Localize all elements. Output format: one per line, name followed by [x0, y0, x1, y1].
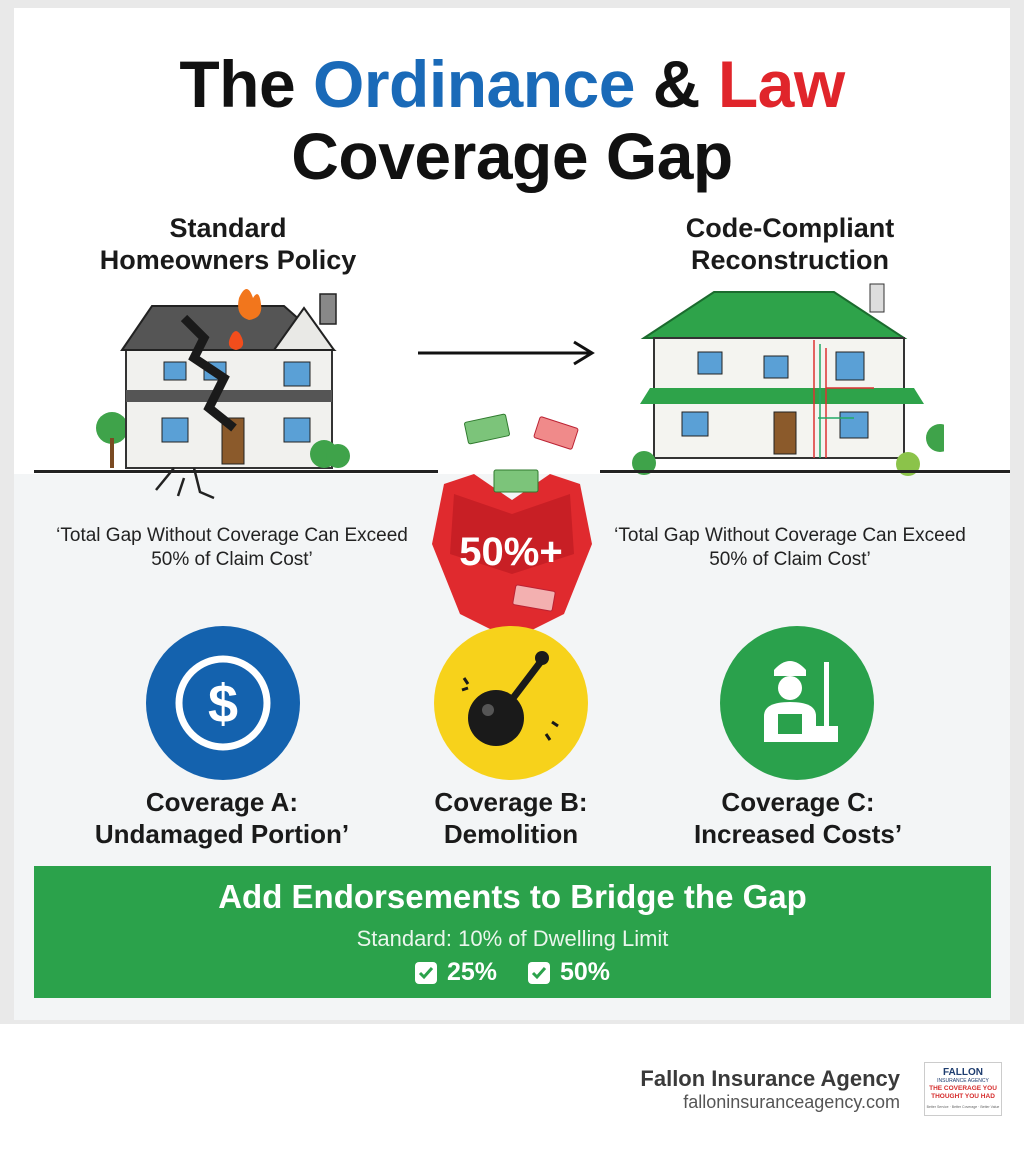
- standard-policy-heading: Standard Homeowners Policy: [99, 213, 357, 275]
- logo-tagline: THE COVERAGE YOU THOUGHT YOU HAD: [929, 1085, 997, 1100]
- title-line2: Coverage Gap: [291, 119, 733, 193]
- option-label: 25%: [446, 958, 498, 986]
- logo-fineprint: Better Service · Better Coverage · Better Value: [926, 1105, 1000, 1109]
- banner-title: Add Endorsements to Bridge the Gap: [218, 878, 807, 915]
- agency-logo: [924, 1062, 1002, 1116]
- title-word-the: The: [179, 47, 296, 121]
- svg-text:$: $: [207, 674, 239, 734]
- gap-quote-left: ‘Total Gap Without Coverage Can Exceed 50% of Claim Cost’: [56, 525, 408, 570]
- damaged-house-illustration: [34, 278, 354, 518]
- logo-sub: INSURANCE AGENCY: [937, 1078, 989, 1084]
- dollar-icon: [146, 626, 300, 780]
- infographic-card: [14, 8, 1010, 1020]
- title-word-ampersand: &: [652, 47, 700, 121]
- coverage-a-label: Coverage A: Undamaged Portion’: [94, 787, 350, 849]
- title-word-ordinance: Ordinance: [313, 47, 635, 121]
- page-title: [14, 48, 1010, 192]
- ground-line-left: [34, 470, 438, 473]
- gap-quote-right: ‘Total Gap Without Coverage Can Exceed 50% of Claim Cost’: [614, 525, 966, 570]
- agency-url[interactable]: falloninsuranceagency.com: [683, 1092, 900, 1112]
- code-compliant-house-illustration: [604, 278, 944, 478]
- coverage-c-badge: [720, 626, 874, 780]
- checkbox-checked-icon: [528, 962, 550, 984]
- logo-name: FALLON: [943, 1067, 983, 1078]
- construction-worker-icon: [720, 626, 874, 780]
- coverage-c-label: Coverage C: Increased Costs’: [693, 787, 903, 849]
- title-word-law: Law: [717, 47, 845, 121]
- coverage-a-badge: [146, 626, 300, 780]
- gap-percent-label: 50%+: [459, 530, 563, 574]
- footer: [0, 1024, 1024, 1154]
- reconstruction-heading: Code-Compliant Reconstruction: [685, 213, 895, 275]
- banner-subtitle: Standard: 10% of Dwelling Limit: [356, 926, 669, 951]
- endorsement-banner: [34, 866, 991, 998]
- option-label: 50%: [559, 958, 611, 986]
- endorsement-options: [34, 958, 991, 991]
- checkbox-checked-icon: [415, 962, 437, 984]
- coverage-b-label: Coverage B: Demolition: [434, 787, 588, 849]
- option-25-percent: [415, 958, 497, 987]
- gap-burst-graphic: [414, 404, 610, 644]
- coverage-b-badge: [434, 626, 588, 780]
- wrecking-ball-icon: [434, 626, 588, 780]
- arrow-right-icon: [414, 338, 604, 368]
- agency-name: Fallon Insurance Agency: [640, 1066, 900, 1091]
- ground-line-right: [600, 470, 1010, 473]
- option-50-percent: [528, 958, 610, 987]
